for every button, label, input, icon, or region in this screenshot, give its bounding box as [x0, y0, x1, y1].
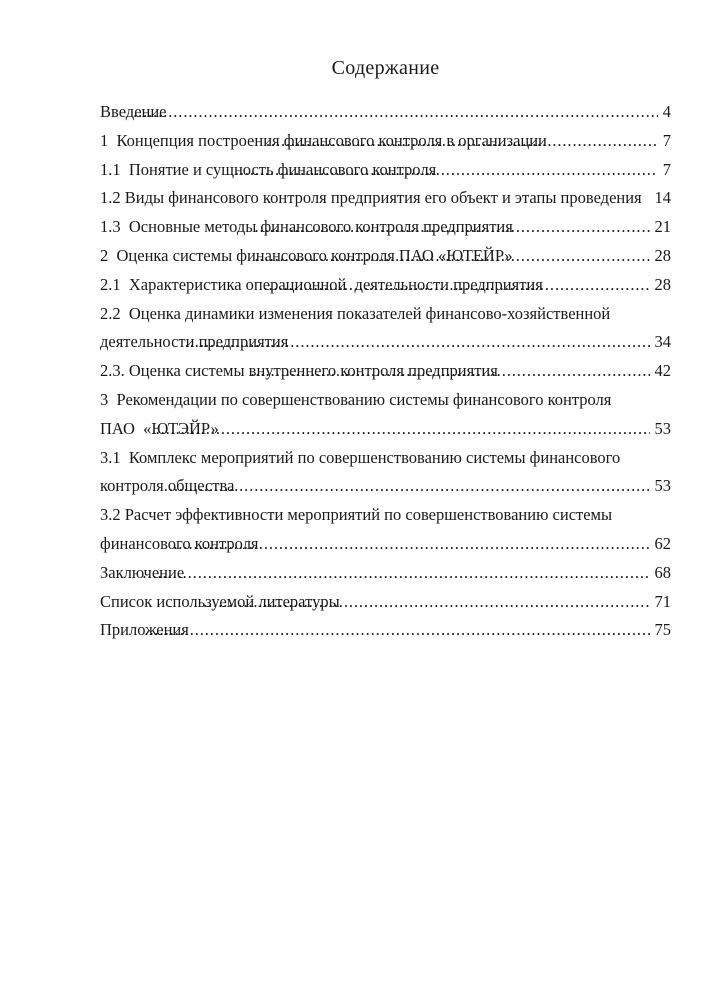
toc-row-1-2 — [100, 184, 671, 213]
toc-row-2-2-line1 — [100, 300, 671, 329]
toc-leader-dots — [254, 242, 649, 271]
toc-leader-dots — [173, 530, 649, 559]
toc-row-3-2-line1 — [100, 501, 671, 530]
page-title: Содержание — [331, 57, 440, 79]
toc-page-number: 75 — [654, 620, 671, 640]
toc-entry-text: 1.2 Виды финансового контроля предприятия его объект и этапы проведения — [100, 188, 642, 208]
toc-entry-text: 2.1 Характеристика операционной деятельности предприятия — [100, 274, 547, 294]
toc-entry-text: деятельности предприятия — [100, 332, 293, 352]
toc-page-number: 28 — [654, 245, 671, 265]
toc-row-2-1 — [100, 271, 671, 300]
toc-page-number: 14 — [654, 188, 671, 208]
toc-entry-text: 3 Рекомендации по совершенствованию системы финансового контроля — [100, 389, 612, 409]
toc-leader-dots — [142, 559, 649, 588]
toc-entry-text: 1.1 Понятие и сущность финансового контроля — [100, 159, 437, 179]
toc-page-number: 42 — [654, 361, 671, 381]
toc-entry-text: 1 Концепция построения финансового контроля в организации — [100, 130, 547, 150]
toc-row-3-2-line2 — [100, 530, 671, 559]
toc-entry-text: 1.3 Основные методы финансового контроля предприятия — [100, 217, 513, 237]
toc-row-vvedenie — [100, 98, 671, 127]
toc-entry-text: ПАО «ЮТЭЙР» — [100, 418, 219, 438]
toc-row-2 — [100, 242, 671, 271]
toc-leader-dots — [133, 98, 658, 127]
toc-entry-text: 2.3. Оценка системы внутреннего контроля предприятия — [100, 361, 498, 381]
toc-content — [100, 56, 671, 645]
toc-entry-text: Приложения — [100, 620, 193, 640]
toc-entry-text: Введение — [100, 102, 167, 121]
toc-leader-dots — [156, 415, 650, 444]
toc-row-3-1-line2 — [100, 472, 671, 501]
toc-page-number: 62 — [654, 533, 671, 553]
toc-entry-text: 3.1 Комплекс мероприятий по совершенствованию системы финансового — [100, 447, 621, 467]
toc-row-3-1-line1 — [100, 444, 671, 473]
toc-page-number: 34 — [654, 332, 671, 352]
toc-leader-dots — [235, 156, 658, 185]
toc-row-3-line1 — [100, 386, 671, 415]
toc-row-zaklyuchenie — [100, 559, 671, 588]
toc-entry-text: контроля общества — [100, 476, 239, 496]
toc-row-prilozheniya — [100, 616, 671, 645]
toc-page-number: 7 — [662, 159, 671, 179]
toc-row-1-3 — [100, 213, 671, 242]
toc-entry-text: 3.2 Расчет эффективности мероприятий по совершенствованию системы — [100, 505, 613, 525]
toc-row-1 — [100, 127, 671, 156]
toc-leader-dots — [164, 472, 650, 501]
toc-entry-text: Список используемой литературы — [100, 591, 344, 611]
toc-entry-text: финансового контроля — [100, 533, 263, 553]
toc-page-number: 7 — [662, 130, 671, 150]
toc-leader-dots — [266, 127, 658, 156]
toc-leader-dots — [264, 271, 650, 300]
toc-leader-dots — [144, 616, 649, 645]
toc-row-literatura — [100, 588, 671, 617]
toc-leader-dots — [250, 357, 649, 386]
toc-page-number: 68 — [654, 562, 671, 582]
toc-entry-text: 2.2 Оценка динамики изменения показателей финансово-хозяйственной — [100, 303, 611, 323]
toc-page-number: 53 — [654, 418, 671, 438]
toc-row-2-3 — [100, 357, 671, 386]
toc-page-number: 21 — [654, 217, 671, 237]
toc-page-number: 53 — [654, 476, 671, 496]
toc-entry-text: 2 Оценка системы финансового контроля ПАО «ЮТЕЙР» — [100, 245, 513, 265]
toc-page-number: 28 — [654, 274, 671, 294]
toc-leader-dots — [185, 328, 650, 357]
toc-entry-text: Заключение — [100, 562, 189, 582]
toc-page-number: 71 — [654, 591, 671, 611]
toc-row-1-1 — [100, 156, 671, 185]
toc-leader-dots — [203, 588, 649, 617]
toc-row-3-line2 — [100, 415, 671, 444]
toc-row-2-2-line2 — [100, 328, 671, 357]
toc-leader-dots — [255, 213, 650, 242]
toc-page-number: 4 — [662, 102, 671, 121]
